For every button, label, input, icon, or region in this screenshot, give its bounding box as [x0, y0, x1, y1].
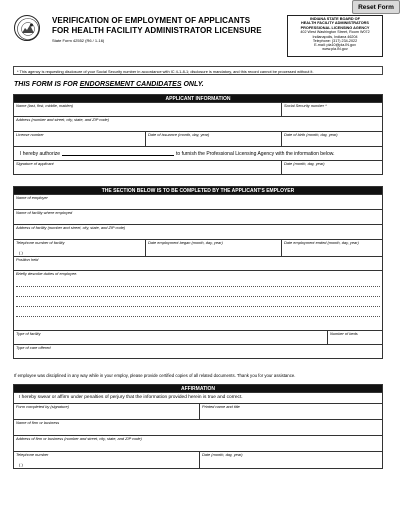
firm-name-field[interactable]	[14, 420, 382, 435]
reset-form-button[interactable]: Reset Form	[352, 0, 400, 14]
duties-line	[16, 297, 380, 307]
form-title-line-1: VERIFICATION OF EMPLOYMENT OF APPLICANTS	[52, 16, 251, 25]
ssn-field[interactable]	[282, 103, 382, 116]
employer-name-label: Name of employer	[16, 195, 48, 200]
issuance-date-field[interactable]	[146, 132, 282, 146]
agency-box	[287, 15, 383, 57]
agency-name-1: INDIANA STATE BOARD OF	[310, 17, 360, 21]
facility-phone-paren: ( )	[19, 250, 23, 255]
endorsement-pre: THIS FORM IS FOR	[14, 81, 80, 88]
firm-name-label: Name of firm or business	[16, 420, 60, 425]
authorize-post-text: to furnish the Professional Licensing Agency with the information below.	[176, 150, 335, 157]
applicant-section	[13, 94, 383, 175]
birth-date-label: Date of birth (month, day, year)	[284, 132, 338, 137]
ssn-label: Social Security number *	[284, 103, 327, 108]
license-number-label: License number	[16, 132, 44, 137]
employer-name-field[interactable]	[14, 195, 382, 209]
applicant-header: APPLICANT INFORMATION	[14, 95, 382, 103]
agency-name-3: PROFESSIONAL LICENSING AGENCY	[300, 25, 370, 30]
employment-began-field[interactable]	[146, 240, 282, 256]
agency-email: E-mail: pla10@pla.IN.gov	[314, 43, 356, 48]
authorized-party-field[interactable]	[62, 151, 174, 156]
agency-address-2: Indianapolis, Indiana 46204	[312, 34, 358, 39]
agency-address-1: 402 West Washington Street, Room W072	[300, 30, 370, 35]
facility-phone-field[interactable]	[14, 240, 146, 256]
facility-name-field[interactable]	[14, 210, 382, 224]
completed-by-signature-field[interactable]	[14, 404, 200, 419]
form-title	[52, 16, 282, 35]
facility-address-label: Address of facility (number and street, city, state, and ZIP code)	[16, 225, 126, 230]
duties-field[interactable]	[14, 271, 382, 330]
applicant-name-label: Name (last, first, middle, maiden)	[16, 103, 74, 108]
form-title-line-2: FOR HEALTH FACILITY ADMINISTRATOR LICENSURE	[52, 25, 262, 35]
applicant-address-label: Address (number and street, city, state, and ZIP code)	[16, 117, 109, 122]
state-seal-icon	[14, 15, 40, 41]
printed-name-title-label: Printed name and title	[202, 404, 240, 409]
firm-phone-paren: ( )	[19, 462, 23, 467]
applicant-signature-field[interactable]	[14, 161, 282, 174]
duties-line	[16, 307, 380, 317]
facility-phone-label: Telephone number of facility	[16, 240, 65, 245]
printed-name-title-field[interactable]	[200, 404, 382, 419]
employer-header: THE SECTION BELOW IS TO BE COMPLETED BY THE APPLICANT'S EMPLOYER	[14, 187, 382, 195]
affirmation-date-field[interactable]	[200, 452, 382, 468]
duties-line	[16, 277, 380, 287]
agency-name-2: HEALTH FACILITY ADMINISTRATORS	[301, 21, 369, 26]
affirmation-header: AFFIRMATION	[14, 385, 382, 393]
position-held-field[interactable]	[14, 257, 382, 270]
firm-address-field[interactable]	[14, 436, 382, 451]
firm-phone-label: Telephone number	[16, 452, 49, 457]
applicant-signature-date-label: Date (month, day, year)	[284, 161, 325, 166]
position-held-label: Position held	[16, 257, 39, 262]
authorization-line	[14, 147, 340, 160]
affirmation-date-label: Date (month, day, year)	[202, 452, 243, 457]
duties-line	[16, 287, 380, 297]
form-number: State Form 42552 (R6 / 1-16)	[52, 38, 105, 43]
agency-website: www.pla.IN.gov	[322, 47, 348, 52]
care-type-field[interactable]	[14, 345, 382, 358]
ssn-notice: * This agency is requesting disclosure of your Social Security number in accordance with IC 4-1-8-1; disclosure is mandatory, and this record cannot be processed without it.	[13, 66, 383, 75]
facility-type-label: Type of facility	[16, 331, 41, 336]
endorsement-notice	[14, 81, 204, 88]
duties-label: Briefly describe duties of employee.	[16, 271, 78, 276]
facility-name-label: Name of facility where employed	[16, 210, 73, 215]
applicant-address-field[interactable]	[14, 117, 382, 131]
birth-date-field[interactable]	[282, 132, 382, 146]
agency-phone: Telephone: (317) 234-2022	[312, 38, 358, 43]
affirmation-statement: I hereby swear or affirm under penalties of perjury that the information provided herein is true and correct.	[19, 395, 243, 400]
firm-phone-field[interactable]	[14, 452, 200, 468]
applicant-signature-label: Signature of applicant	[16, 161, 54, 166]
number-of-beds-label: Number of beds	[330, 331, 358, 336]
endorsement-underlined: ENDORSEMENT CANDIDATES	[79, 81, 182, 88]
facility-type-field[interactable]	[14, 331, 328, 344]
affirmation-section	[13, 384, 383, 469]
firm-address-label: Address of firm or business (number and street, city, state, and ZIP code)	[16, 436, 142, 441]
applicant-name-field[interactable]	[14, 103, 282, 116]
issuance-date-label: Date of issuance (month, day, year)	[148, 132, 210, 137]
employer-section	[13, 186, 383, 359]
license-number-field[interactable]	[14, 132, 146, 146]
endorsement-post: ONLY.	[181, 81, 204, 88]
care-type-label: Type of care offered	[16, 345, 51, 350]
completed-by-label: Form completed by (signature)	[16, 404, 69, 409]
employment-began-label: Date employment began (month, day, year)	[148, 240, 223, 245]
facility-address-field[interactable]	[14, 225, 382, 239]
authorize-pre-text: I hereby authorize	[20, 150, 61, 157]
employment-ended-label: Date employment ended (month, day, year)	[284, 240, 359, 245]
number-of-beds-field[interactable]	[328, 331, 382, 344]
employment-ended-field[interactable]	[282, 240, 382, 256]
disciplinary-note: If employee was disciplined in any way while in your employ, please provide certified copies of all related documents. Thank you for your assistance.	[14, 373, 296, 378]
applicant-signature-date-field[interactable]	[282, 161, 382, 174]
